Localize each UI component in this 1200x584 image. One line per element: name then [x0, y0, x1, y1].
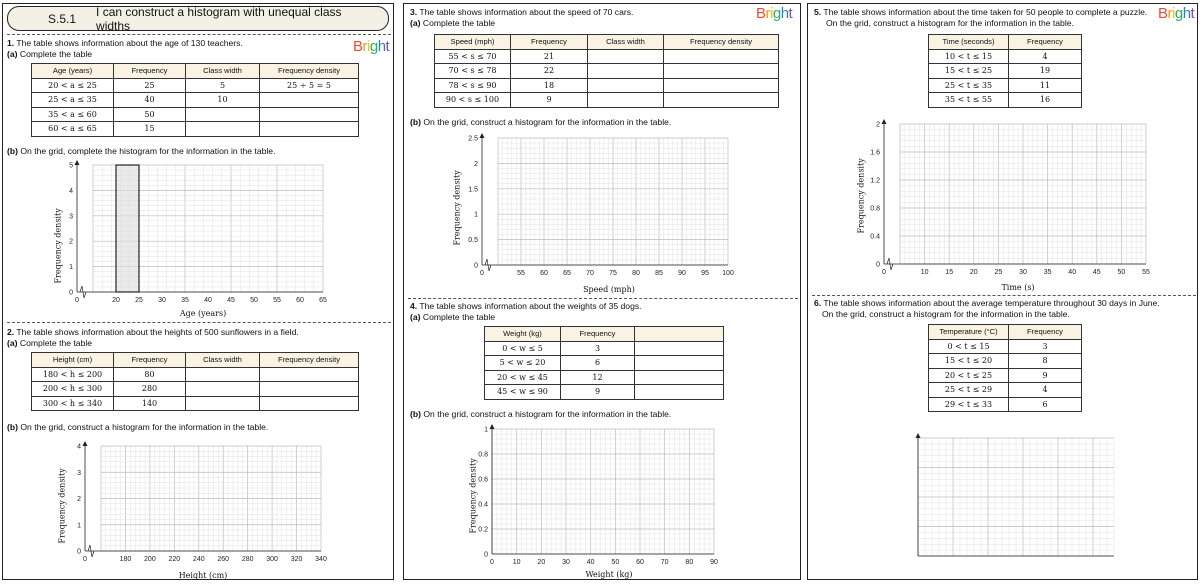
y-tick-label: 2	[474, 160, 478, 168]
q2-cell[interactable]	[186, 382, 260, 397]
q4-cell: 0 < w ≤ 5	[485, 341, 561, 356]
q4-cell[interactable]	[635, 370, 724, 385]
q4-table	[484, 326, 724, 400]
q5-cell: 11	[1009, 78, 1082, 93]
q2-histogram-grid[interactable]	[77, 441, 327, 569]
q1-cell: 50	[114, 107, 186, 122]
q6-cell: 15 < t ≤ 20	[929, 354, 1009, 369]
q1-cell[interactable]	[186, 107, 260, 122]
q3-cell[interactable]	[664, 78, 779, 93]
q2-cell[interactable]	[260, 367, 359, 382]
q3-cell: 90 < s ≤ 100	[435, 93, 511, 108]
x-tick-label: 0	[490, 559, 494, 566]
y-tick-label: 4	[69, 187, 73, 195]
x-tick-label: 60	[296, 297, 304, 304]
x-tick-label: 0	[75, 297, 79, 304]
x-tick-label: 340	[315, 556, 327, 563]
y-tick-label: 0.8	[478, 451, 488, 459]
q1-cell: 35 < a ≤ 60	[32, 107, 114, 122]
y-tick-label: 1	[484, 426, 488, 434]
y-tick-label: 5	[69, 162, 73, 170]
q2-cell: 280	[114, 382, 186, 397]
x-tick-label: 30	[1019, 269, 1027, 276]
q1-cell[interactable]	[260, 122, 359, 137]
q1-cell: 25	[114, 78, 186, 93]
x-tick-label: 40	[1068, 269, 1077, 276]
y-tick-label: 0	[484, 551, 488, 559]
q4-y-axis-label: Frequency density	[468, 458, 478, 534]
q4-cell[interactable]	[635, 385, 724, 400]
q2-cell: 200 < h ≤ 300	[32, 382, 114, 397]
x-tick-label: 260	[217, 556, 230, 563]
q2-cell[interactable]	[260, 382, 359, 397]
q2-table	[31, 352, 359, 411]
q5-text: 5. The table shows information about the time taken for 50 people to complete a puzzle.	[814, 7, 1148, 17]
q1-cell[interactable]: 10	[186, 93, 260, 108]
q6-cell: 29 < t ≤ 33	[929, 397, 1009, 412]
x-tick-label: 55	[517, 270, 525, 277]
y-tick-label: 0.8	[870, 205, 880, 213]
q1-table	[31, 63, 359, 137]
y-tick-label: 1.5	[468, 186, 478, 194]
y-axis-arrow	[882, 119, 887, 124]
q5-instruction: On the grid, construct a histogram for the information in the table.	[826, 18, 1074, 28]
y-axis-arrow	[83, 441, 88, 446]
q3-cell[interactable]	[588, 64, 664, 79]
x-tick-label: 60	[636, 559, 644, 566]
q3-cell: 21	[511, 49, 588, 64]
q1-cell: 40	[114, 93, 186, 108]
q4-col-header: Frequency	[561, 327, 635, 342]
q5-cell: 35 < t ≤ 55	[929, 93, 1009, 108]
q4-x-axis-label: Weight (kg)	[585, 570, 633, 579]
x-tick-label: 65	[563, 270, 571, 277]
x-tick-label: 50	[250, 297, 258, 304]
q3-text: 3. The table shows information about the speed of 70 cars.	[410, 7, 634, 17]
y-axis-arrow	[480, 133, 485, 138]
x-tick-label: 40	[204, 297, 212, 304]
q1-cell: 15	[114, 122, 186, 137]
q3-cell: 78 < s ≤ 90	[435, 78, 511, 93]
q5-cell: 4	[1009, 49, 1082, 64]
q1-cell: 20 < a ≤ 25	[32, 78, 114, 93]
q6-text: 6. The table shows information about the average temperature throughout 30 days in June.	[814, 298, 1160, 308]
q5-table	[928, 34, 1082, 108]
q3-cell[interactable]	[664, 64, 779, 79]
y-tick-label: 1	[474, 211, 478, 219]
q6-instruction: On the grid, construct a histogram for the information in the table.	[822, 309, 1070, 319]
y-tick-label: 2	[69, 238, 73, 246]
x-tick-label: 0	[83, 556, 87, 563]
q6-col-header: Frequency	[1009, 325, 1082, 340]
q5-cell: 15 < t ≤ 25	[929, 64, 1009, 79]
q6-cell: 0 < t ≤ 15	[929, 339, 1009, 354]
panel-questions-3-4	[403, 3, 801, 580]
q6-table	[928, 324, 1082, 412]
q2-part-a: (a) Complete the table	[7, 338, 93, 348]
brand-logo: Bright	[756, 5, 793, 22]
q2-col-header: Frequency	[114, 353, 186, 368]
x-tick-label: 60	[540, 270, 548, 277]
q6-cell: 20 < t ≤ 25	[929, 368, 1009, 383]
lesson-code: S.5.1	[48, 11, 77, 26]
y-tick-label: 2	[876, 121, 880, 129]
q1-cell[interactable]: 25 ÷ 5 = 5	[260, 78, 359, 93]
x-tick-label: 35	[1043, 269, 1052, 276]
histogram-bar	[116, 165, 139, 292]
x-tick-label: 20	[537, 559, 546, 566]
q3-cell[interactable]	[588, 93, 664, 108]
q1-col-header: Class width	[186, 64, 260, 79]
x-tick-label: 280	[241, 556, 254, 563]
q4-cell: 20 < w ≤ 45	[485, 370, 561, 385]
q6-cell: 25 < t ≤ 29	[929, 383, 1009, 398]
q4-part-a: (a) Complete the table	[410, 312, 496, 322]
q5-x-axis-label: Time (s)	[1001, 283, 1035, 292]
q1-col-header: Frequency density	[260, 64, 359, 79]
y-tick-label: 0	[69, 289, 73, 297]
q1-cell[interactable]	[260, 93, 359, 108]
q1-x-axis-label: Age (years)	[179, 309, 227, 318]
y-tick-label: 1.6	[870, 149, 880, 157]
q1-col-header: Frequency	[114, 64, 186, 79]
q5-cell: 25 < t ≤ 35	[929, 78, 1009, 93]
y-tick-label: 1.2	[870, 177, 880, 185]
y-tick-label: 2.5	[468, 135, 478, 143]
q3-part-a: (a) Complete the table	[410, 18, 496, 28]
divider	[408, 298, 798, 299]
q4-cell: 45 < w ≤ 90	[485, 385, 561, 400]
q1-part-b: (b) On the grid, complete the histogram for the information in the table.	[7, 146, 276, 156]
x-tick-label: 0	[882, 269, 886, 276]
y-tick-label: 0.5	[468, 237, 478, 245]
x-tick-label: 220	[168, 556, 181, 563]
y-tick-label: 1	[77, 522, 81, 530]
y-tick-label: 0.6	[478, 476, 488, 484]
q4-text: 4. The table shows information about the weights of 35 dogs.	[410, 301, 642, 311]
panel-questions-1-2	[2, 3, 394, 580]
q2-text: 2. The table shows information about the heights of 500 sunflowers in a field.	[7, 327, 299, 337]
q6-cell: 3	[1009, 339, 1082, 354]
y-tick-label: 0	[474, 262, 478, 270]
q6-col-header: Temperature (°C)	[929, 325, 1009, 340]
q5-histogram-grid[interactable]	[870, 121, 1156, 282]
y-axis-arrow	[75, 160, 80, 165]
x-tick-label: 180	[119, 556, 132, 563]
x-tick-label: 25	[994, 269, 1003, 276]
x-tick-label: 20	[969, 269, 978, 276]
q4-histogram-grid[interactable]	[478, 426, 724, 568]
q2-cell[interactable]	[260, 396, 359, 411]
brand-logo: Bright	[1158, 5, 1195, 22]
q4-cell: 5 < w ≤ 20	[485, 356, 561, 371]
x-tick-label: 55	[273, 297, 281, 304]
x-tick-label: 100	[722, 270, 734, 277]
q2-col-header: Height (cm)	[32, 353, 114, 368]
q2-col-header: Class width	[186, 353, 260, 368]
q2-cell: 180 < h ≤ 200	[32, 367, 114, 382]
q4-cell[interactable]	[635, 341, 724, 356]
x-tick-label: 320	[290, 556, 303, 563]
q2-cell: 300 < h ≤ 340	[32, 396, 114, 411]
y-tick-label: 0	[876, 261, 880, 269]
q5-col-header: Frequency	[1009, 35, 1082, 50]
x-tick-label: 80	[632, 270, 640, 277]
x-tick-label: 20	[112, 297, 120, 304]
lesson-title-box	[7, 6, 389, 31]
x-tick-label: 10	[512, 559, 521, 566]
q3-cell[interactable]	[588, 78, 664, 93]
q3-cell[interactable]	[664, 49, 779, 64]
q4-part-b: (b) On the grid, construct a histogram for the information in the table.	[410, 409, 672, 419]
q3-col-header: Speed (mph)	[435, 35, 511, 50]
panel-questions-5-6	[807, 3, 1198, 580]
q5-col-header: Time (seconds)	[929, 35, 1009, 50]
x-tick-label: 45	[1092, 269, 1101, 276]
q5-cell: 19	[1009, 64, 1082, 79]
q3-part-b: (b) On the grid, construct a histogram for the information in the table.	[410, 117, 672, 127]
y-tick-label: 0	[77, 548, 81, 556]
q4-col-header	[635, 327, 724, 342]
q1-text: 1. The table shows information about the age of 130 teachers.	[7, 38, 243, 48]
q1-cell[interactable]: 5	[186, 78, 260, 93]
q2-cell[interactable]	[186, 396, 260, 411]
q2-cell[interactable]	[186, 367, 260, 382]
y-tick-label: 0.2	[478, 526, 488, 534]
q6-cell: 8	[1009, 354, 1082, 369]
q3-histogram-grid[interactable]	[468, 135, 739, 283]
q6-cell: 9	[1009, 368, 1082, 383]
q2-y-axis-label: Frequency density	[57, 468, 67, 544]
y-tick-label: 0.4	[870, 233, 880, 241]
q5-cell: 16	[1009, 93, 1082, 108]
x-tick-label: 85	[655, 270, 663, 277]
lesson-title: I can construct a histogram with unequal class widths	[96, 4, 342, 33]
x-tick-label: 35	[181, 297, 189, 304]
q4-cell: 12	[561, 370, 635, 385]
y-tick-label: 2	[77, 496, 81, 503]
x-tick-label: 50	[611, 559, 620, 566]
q2-x-axis-label: Height (cm)	[178, 571, 228, 580]
q3-table	[434, 34, 779, 108]
q3-cell: 70 < s ≤ 78	[435, 64, 511, 79]
q6-cell: 6	[1009, 397, 1082, 412]
x-tick-label: 300	[266, 556, 278, 563]
y-axis-arrow	[916, 433, 921, 438]
q1-histogram-grid[interactable]	[69, 162, 329, 307]
x-tick-label: 200	[144, 556, 156, 563]
y-tick-label: 4	[77, 443, 81, 451]
q4-cell[interactable]	[635, 356, 724, 371]
x-tick-label: 90	[678, 270, 686, 277]
divider	[812, 295, 1196, 296]
q3-cell[interactable]	[664, 93, 779, 108]
q2-cell: 80	[114, 367, 186, 382]
x-tick-label: 45	[227, 297, 235, 304]
q2-cell: 140	[114, 396, 186, 411]
divider	[7, 322, 391, 323]
q1-cell: 60 < a ≤ 65	[32, 122, 114, 137]
q6-cell: 4	[1009, 383, 1082, 398]
y-tick-label: 3	[77, 469, 81, 477]
q3-cell[interactable]	[588, 49, 664, 64]
q3-cell: 18	[511, 78, 588, 93]
x-tick-label: 70	[586, 270, 594, 277]
x-tick-label: 15	[945, 269, 954, 276]
q6-blank-grid[interactable]	[910, 432, 1120, 562]
q4-col-header: Weight (kg)	[485, 327, 561, 342]
q2-col-header: Frequency density	[260, 353, 359, 368]
q1-cell[interactable]	[260, 107, 359, 122]
q3-col-header: Frequency	[511, 35, 588, 50]
y-tick-label: 0.4	[478, 501, 488, 509]
x-tick-label: 75	[609, 270, 617, 277]
q3-cell: 9	[511, 93, 588, 108]
brand-logo: Bright	[353, 38, 390, 55]
y-tick-label: 1	[69, 264, 73, 272]
q4-cell: 3	[561, 341, 635, 356]
x-tick-label: 65	[319, 297, 327, 304]
x-tick-label: 70	[660, 559, 669, 566]
x-tick-label: 50	[1117, 269, 1126, 276]
q3-x-axis-label: Speed (mph)	[583, 285, 635, 294]
q4-cell: 9	[561, 385, 635, 400]
x-tick-label: 40	[586, 559, 595, 566]
q3-y-axis-label: Frequency density	[452, 170, 462, 246]
q3-col-header: Frequency density	[664, 35, 779, 50]
q1-cell[interactable]	[186, 122, 260, 137]
y-axis-arrow	[490, 424, 495, 429]
x-tick-label: 80	[685, 559, 694, 566]
q5-y-axis-label: Frequency density	[856, 158, 866, 234]
q3-cell: 22	[511, 64, 588, 79]
x-tick-label: 30	[158, 297, 166, 304]
y-tick-label: 3	[69, 213, 73, 221]
x-tick-label: 95	[701, 270, 709, 277]
q1-col-header: Age (years)	[32, 64, 114, 79]
q2-part-b: (b) On the grid, construct a histogram for the information in the table.	[7, 422, 269, 432]
q1-part-a: (a) Complete the table	[7, 49, 93, 59]
divider	[7, 34, 391, 35]
q1-cell: 25 < a ≤ 35	[32, 93, 114, 108]
x-tick-label: 240	[192, 556, 205, 563]
q5-cell: 10 < t ≤ 15	[929, 49, 1009, 64]
x-tick-label: 25	[135, 297, 143, 304]
x-tick-label: 90	[710, 559, 718, 566]
q3-col-header: Class width	[588, 35, 664, 50]
x-tick-label: 55	[1142, 269, 1150, 276]
q3-cell: 55 < s ≤ 70	[435, 49, 511, 64]
x-tick-label: 30	[562, 559, 570, 566]
x-tick-label: 0	[480, 270, 484, 277]
q4-cell: 6	[561, 356, 635, 371]
x-tick-label: 10	[920, 269, 929, 276]
q1-y-axis-label: Frequency density	[53, 208, 63, 284]
